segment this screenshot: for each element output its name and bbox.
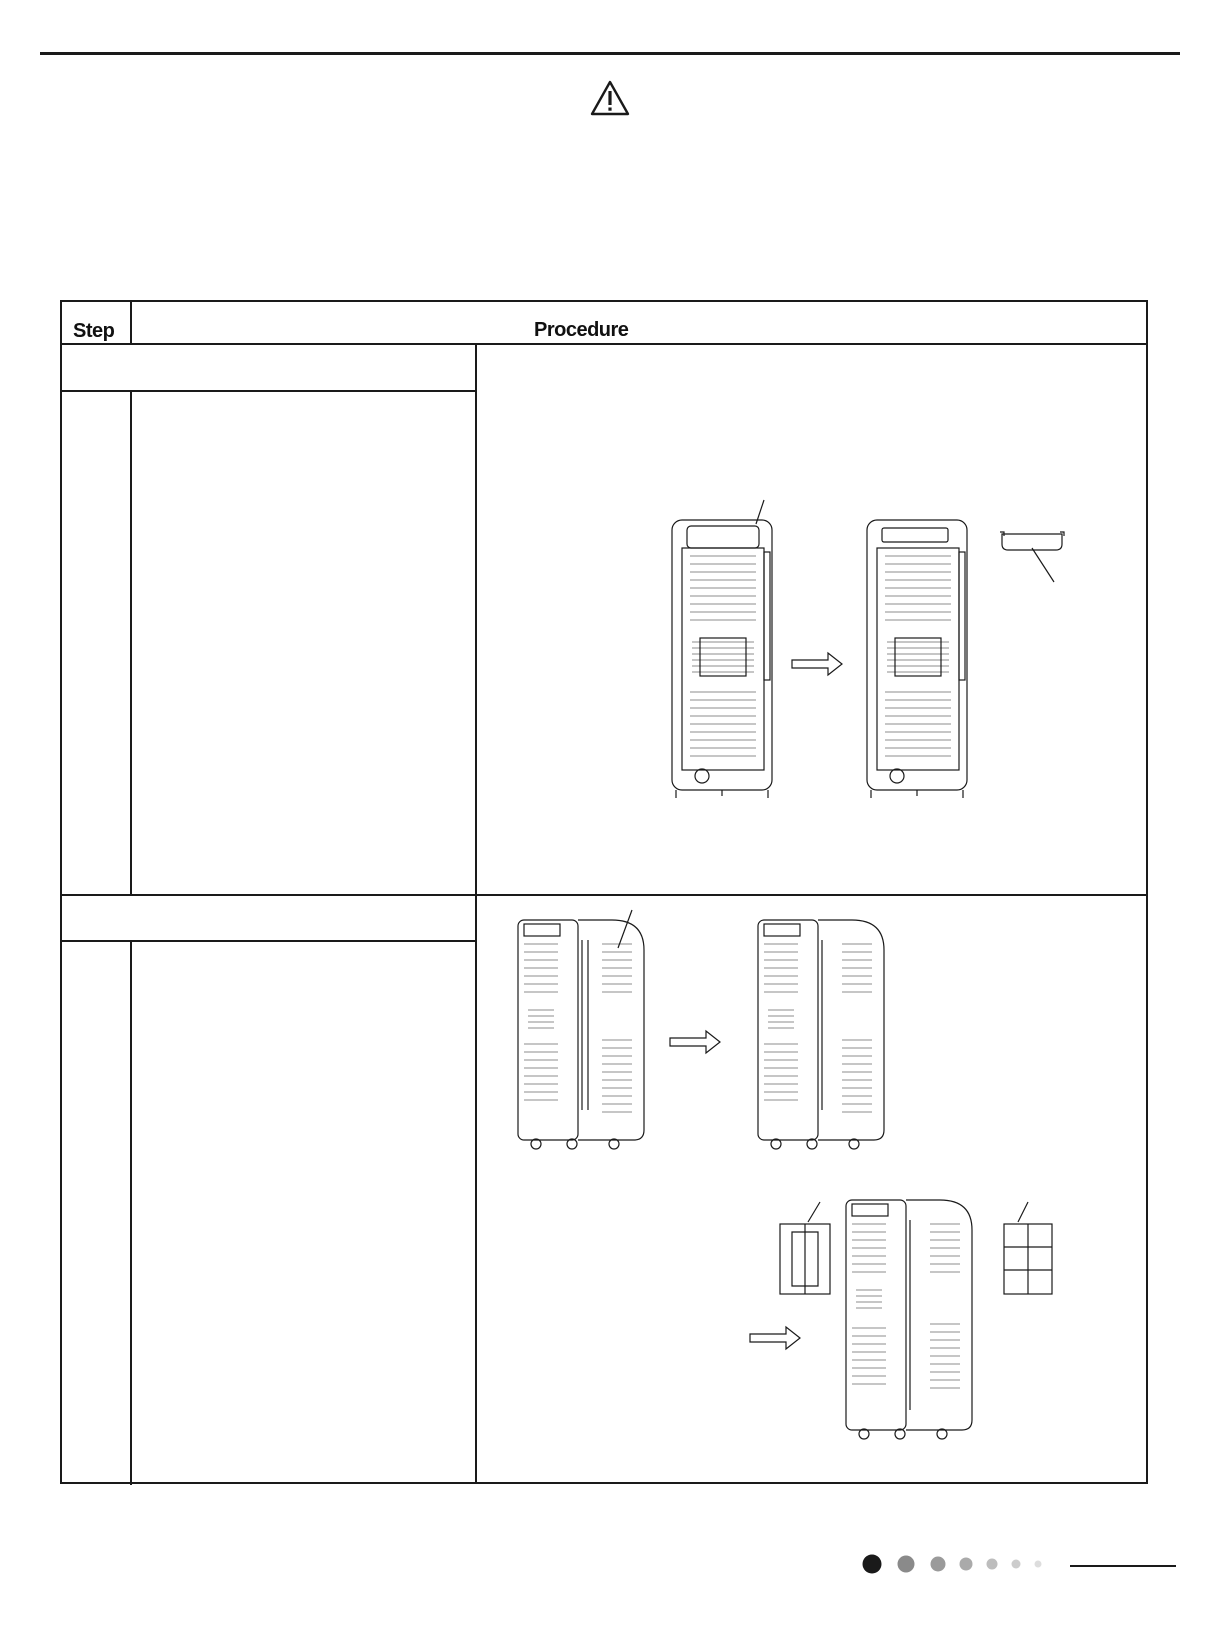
warning-triangle-icon [590, 80, 630, 116]
section-1-step-divider [130, 391, 132, 895]
procedure-table [60, 300, 1148, 1484]
dot-icon [1012, 1560, 1021, 1569]
unit-filters-removed-icon [846, 1200, 972, 1439]
section-2-step-divider [130, 941, 132, 1485]
column-divider [475, 344, 477, 1484]
step-header: Step [73, 320, 115, 342]
filter-left-icon [780, 1202, 830, 1294]
dot-icon [931, 1557, 946, 1572]
dot-icon [863, 1555, 882, 1574]
section-1-subrow-rule [62, 390, 476, 392]
section-2-subrow-rule [62, 940, 476, 942]
filter-removal-illustration [502, 904, 1142, 1464]
dot-icon [960, 1558, 973, 1571]
footer-rule [1070, 1565, 1176, 1567]
arrow-right-icon [750, 1327, 800, 1349]
procedure-header: Procedure [534, 319, 629, 341]
unit-after-icon [867, 520, 967, 798]
dot-icon [987, 1559, 998, 1570]
section-separator [62, 894, 1146, 896]
unit-before-icon [672, 500, 772, 798]
arrow-right-icon [670, 1031, 720, 1053]
unit-side-before-icon [518, 910, 644, 1149]
dot-icon [898, 1556, 915, 1573]
dot-icon [1035, 1561, 1042, 1568]
page-progress-dots [862, 1552, 1062, 1576]
arrow-right-icon [792, 653, 842, 675]
handle-removal-illustration [542, 492, 1102, 812]
filter-right-icon [1004, 1202, 1052, 1294]
top-rule [40, 52, 1180, 55]
header-bottom-rule [62, 343, 1146, 345]
handle-part-icon [1000, 532, 1064, 582]
unit-side-after-icon [758, 920, 884, 1149]
header-divider [130, 302, 132, 344]
